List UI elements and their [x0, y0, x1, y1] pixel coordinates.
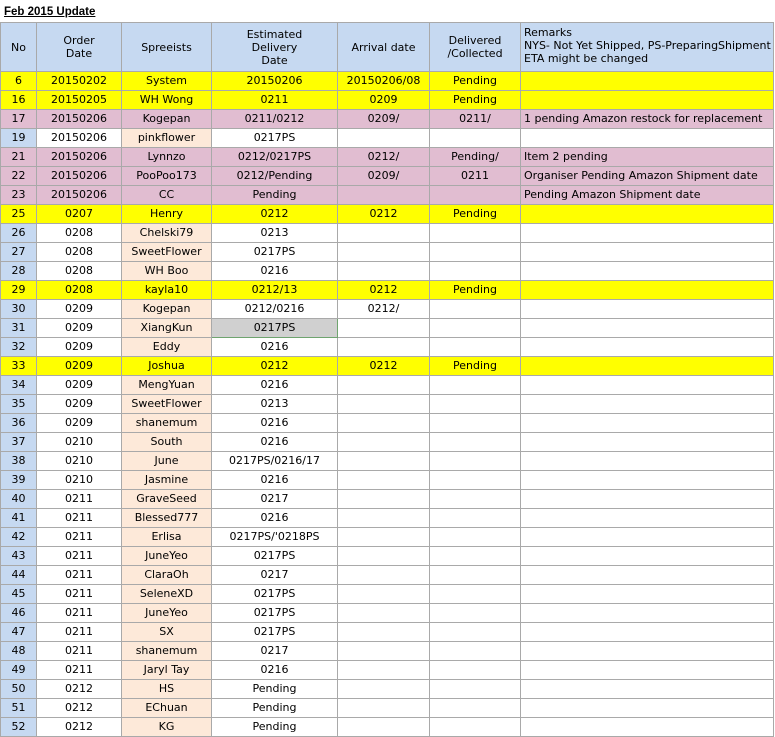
cell-order-date[interactable]: 0210 [37, 452, 122, 471]
cell-remarks[interactable]: Pending Amazon Shipment date [521, 186, 774, 205]
cell-arrival[interactable] [338, 376, 430, 395]
cell-arrival[interactable] [338, 395, 430, 414]
table-row [1, 528, 774, 547]
cell-order-date[interactable]: 0209 [37, 414, 122, 433]
cell-remarks[interactable] [521, 509, 774, 528]
header-row [1, 23, 774, 72]
cell-est-delivery[interactable]: 0216 [212, 338, 338, 357]
cell-est-delivery[interactable]: 0212/0216 [212, 300, 338, 319]
cell-arrival[interactable] [338, 661, 430, 680]
cell-est-delivery[interactable]: 0212/13 [212, 281, 338, 300]
col-header-remarks[interactable]: Remarks NYS- Not Yet Shipped, PS-PreparingShipment ETA might be changed [521, 23, 774, 72]
cell-delivered[interactable] [430, 338, 521, 357]
col-header-order-date[interactable]: Order Date [37, 23, 122, 72]
cell-est-delivery[interactable]: 20150206 [212, 72, 338, 91]
cell-spreeist[interactable]: SX [122, 623, 212, 642]
table-row [1, 281, 774, 300]
cell-no[interactable]: 19 [1, 129, 37, 148]
cell-est-delivery[interactable]: 0217PS [212, 604, 338, 623]
table-row [1, 148, 774, 167]
cell-arrival[interactable]: 0212 [338, 281, 430, 300]
cell-order-date[interactable]: 0211 [37, 661, 122, 680]
table-row [1, 547, 774, 566]
cell-est-delivery[interactable]: Pending [212, 699, 338, 718]
cell-spreeist[interactable]: June [122, 452, 212, 471]
table-row [1, 262, 774, 281]
cell-delivered[interactable]: Pending [430, 205, 521, 224]
cell-spreeist[interactable]: Jasmine [122, 471, 212, 490]
cell-order-date[interactable]: 0207 [37, 205, 122, 224]
cell-order-date[interactable]: 0211 [37, 547, 122, 566]
cell-order-date[interactable]: 0208 [37, 262, 122, 281]
cell-delivered[interactable] [430, 129, 521, 148]
cell-no[interactable]: 51 [1, 699, 37, 718]
cell-arrival[interactable] [338, 433, 430, 452]
cell-arrival[interactable] [338, 566, 430, 585]
cell-arrival[interactable] [338, 338, 430, 357]
cell-remarks[interactable] [521, 566, 774, 585]
cell-remarks[interactable] [521, 72, 774, 91]
cell-no[interactable]: 33 [1, 357, 37, 376]
cell-arrival[interactable] [338, 414, 430, 433]
cell-spreeist[interactable]: SweetFlower [122, 243, 212, 262]
cell-order-date[interactable]: 0209 [37, 338, 122, 357]
cell-arrival[interactable]: 0212/ [338, 300, 430, 319]
cell-delivered[interactable]: Pending [430, 91, 521, 110]
cell-spreeist[interactable]: System [122, 72, 212, 91]
cell-remarks[interactable] [521, 661, 774, 680]
cell-delivered[interactable] [430, 262, 521, 281]
cell-no[interactable]: 34 [1, 376, 37, 395]
table-row [1, 338, 774, 357]
cell-est-delivery[interactable]: 0216 [212, 262, 338, 281]
cell-arrival[interactable] [338, 186, 430, 205]
cell-est-delivery[interactable]: 0212 [212, 205, 338, 224]
cell-arrival[interactable] [338, 490, 430, 509]
cell-arrival[interactable] [338, 680, 430, 699]
cell-remarks[interactable] [521, 433, 774, 452]
cell-spreeist[interactable]: Jaryl Tay [122, 661, 212, 680]
cell-delivered[interactable] [430, 452, 521, 471]
table-row [1, 680, 774, 699]
cell-arrival[interactable] [338, 585, 430, 604]
cell-spreeist[interactable]: pinkflower [122, 129, 212, 148]
cell-spreeist[interactable]: Blessed777 [122, 509, 212, 528]
cell-arrival[interactable]: 0212/ [338, 148, 430, 167]
table-row [1, 357, 774, 376]
cell-arrival[interactable] [338, 642, 430, 661]
table-row [1, 224, 774, 243]
table-row [1, 509, 774, 528]
table-row [1, 699, 774, 718]
cell-order-date[interactable]: 0209 [37, 357, 122, 376]
cell-order-date[interactable]: 0209 [37, 300, 122, 319]
cell-order-date[interactable]: 0209 [37, 395, 122, 414]
cell-delivered[interactable] [430, 509, 521, 528]
cell-spreeist[interactable]: Kogepan [122, 110, 212, 129]
cell-remarks[interactable] [521, 452, 774, 471]
cell-remarks[interactable] [521, 205, 774, 224]
cell-no[interactable]: 32 [1, 338, 37, 357]
cell-arrival[interactable] [338, 509, 430, 528]
cell-order-date[interactable]: 0211 [37, 623, 122, 642]
cell-no[interactable]: 16 [1, 91, 37, 110]
cell-est-delivery[interactable]: 0216 [212, 414, 338, 433]
cell-spreeist[interactable]: JuneYeo [122, 547, 212, 566]
cell-delivered[interactable]: Pending [430, 357, 521, 376]
cell-spreeist[interactable]: PooPoo173 [122, 167, 212, 186]
cell-est-delivery[interactable]: 0216 [212, 433, 338, 452]
cell-no[interactable]: 41 [1, 509, 37, 528]
cell-order-date[interactable]: 0209 [37, 376, 122, 395]
cell-no[interactable]: 21 [1, 148, 37, 167]
cell-est-delivery[interactable]: Pending [212, 680, 338, 699]
cell-delivered[interactable] [430, 395, 521, 414]
table-row [1, 319, 774, 338]
table-row [1, 642, 774, 661]
table-body [1, 72, 774, 737]
cell-est-delivery[interactable]: 0211/0212 [212, 110, 338, 129]
cell-no[interactable]: 52 [1, 718, 37, 737]
cell-arrival[interactable] [338, 452, 430, 471]
table-row [1, 661, 774, 680]
table-row [1, 395, 774, 414]
orders-table [0, 22, 774, 737]
cell-delivered[interactable] [430, 585, 521, 604]
cell-delivered[interactable]: 0211 [430, 167, 521, 186]
cell-delivered[interactable] [430, 471, 521, 490]
cell-est-delivery[interactable]: 0217 [212, 642, 338, 661]
cell-delivered[interactable] [430, 642, 521, 661]
cell-order-date[interactable]: 20150205 [37, 91, 122, 110]
cell-est-delivery[interactable]: 0217PS [212, 585, 338, 604]
col-header-est-delivery[interactable]: Estimated Delivery Date [212, 23, 338, 72]
cell-arrival[interactable]: 0212 [338, 205, 430, 224]
cell-order-date[interactable]: 0208 [37, 281, 122, 300]
table-row [1, 110, 774, 129]
cell-order-date[interactable]: 20150206 [37, 186, 122, 205]
cell-delivered[interactable] [430, 319, 521, 338]
cell-no[interactable]: 37 [1, 433, 37, 452]
cell-est-delivery[interactable]: 0217 [212, 566, 338, 585]
table-row [1, 167, 774, 186]
cell-delivered[interactable] [430, 300, 521, 319]
table-row [1, 604, 774, 623]
cell-arrival[interactable] [338, 243, 430, 262]
cell-order-date[interactable]: 0209 [37, 319, 122, 338]
cell-remarks[interactable] [521, 129, 774, 148]
cell-delivered[interactable] [430, 699, 521, 718]
cell-delivered[interactable] [430, 528, 521, 547]
cell-remarks[interactable] [521, 338, 774, 357]
cell-remarks[interactable] [521, 91, 774, 110]
cell-order-date[interactable]: 0211 [37, 528, 122, 547]
cell-spreeist[interactable]: Erlisa [122, 528, 212, 547]
cell-delivered[interactable] [430, 224, 521, 243]
cell-remarks[interactable]: Organiser Pending Amazon Shipment date [521, 167, 774, 186]
cell-est-delivery[interactable]: 0217PS [212, 319, 338, 338]
cell-no[interactable]: 6 [1, 72, 37, 91]
cell-no[interactable]: 36 [1, 414, 37, 433]
cell-est-delivery[interactable]: 0212 [212, 357, 338, 376]
cell-no[interactable]: 23 [1, 186, 37, 205]
cell-remarks[interactable] [521, 243, 774, 262]
cell-no[interactable]: 35 [1, 395, 37, 414]
cell-order-date[interactable]: 0211 [37, 604, 122, 623]
cell-remarks[interactable] [521, 224, 774, 243]
cell-remarks[interactable] [521, 528, 774, 547]
cell-delivered[interactable]: Pending [430, 72, 521, 91]
cell-remarks[interactable] [521, 471, 774, 490]
cell-remarks[interactable]: Item 2 pending [521, 148, 774, 167]
cell-arrival[interactable]: 0209/ [338, 167, 430, 186]
cell-remarks[interactable] [521, 300, 774, 319]
cell-no[interactable]: 42 [1, 528, 37, 547]
cell-remarks[interactable] [521, 357, 774, 376]
cell-delivered[interactable] [430, 547, 521, 566]
cell-est-delivery[interactable]: 0217PS/'0218PS [212, 528, 338, 547]
cell-no[interactable]: 44 [1, 566, 37, 585]
cell-arrival[interactable] [338, 528, 430, 547]
cell-spreeist[interactable]: kayla10 [122, 281, 212, 300]
cell-est-delivery[interactable]: Pending [212, 186, 338, 205]
cell-arrival[interactable] [338, 262, 430, 281]
cell-remarks[interactable] [521, 262, 774, 281]
cell-spreeist[interactable]: Kogepan [122, 300, 212, 319]
cell-arrival[interactable] [338, 604, 430, 623]
cell-est-delivery[interactable]: 0216 [212, 509, 338, 528]
cell-delivered[interactable] [430, 414, 521, 433]
cell-spreeist[interactable]: CC [122, 186, 212, 205]
table-row [1, 376, 774, 395]
cell-spreeist[interactable]: Chelski79 [122, 224, 212, 243]
cell-no[interactable]: 47 [1, 623, 37, 642]
cell-spreeist[interactable]: XiangKun [122, 319, 212, 338]
cell-no[interactable]: 17 [1, 110, 37, 129]
table-row [1, 205, 774, 224]
cell-arrival[interactable] [338, 471, 430, 490]
col-header-delivered[interactable]: Delivered /Collected [430, 23, 521, 72]
cell-order-date[interactable]: 20150206 [37, 148, 122, 167]
cell-spreeist[interactable]: South [122, 433, 212, 452]
cell-remarks[interactable] [521, 604, 774, 623]
cell-est-delivery[interactable]: 0212/0217PS [212, 148, 338, 167]
col-header-spreeists[interactable]: Spreeists [122, 23, 212, 72]
cell-order-date[interactable]: 0208 [37, 224, 122, 243]
cell-no[interactable]: 30 [1, 300, 37, 319]
cell-spreeist[interactable]: Joshua [122, 357, 212, 376]
cell-order-date[interactable]: 0210 [37, 433, 122, 452]
table-row [1, 566, 774, 585]
cell-remarks[interactable] [521, 642, 774, 661]
table-row [1, 72, 774, 91]
cell-no[interactable]: 45 [1, 585, 37, 604]
table-row [1, 471, 774, 490]
cell-spreeist[interactable]: Henry [122, 205, 212, 224]
cell-no[interactable]: 28 [1, 262, 37, 281]
cell-arrival[interactable] [338, 224, 430, 243]
cell-spreeist[interactable]: Eddy [122, 338, 212, 357]
cell-no[interactable]: 22 [1, 167, 37, 186]
cell-remarks[interactable] [521, 490, 774, 509]
cell-remarks[interactable] [521, 414, 774, 433]
cell-arrival[interactable] [338, 319, 430, 338]
cell-est-delivery[interactable]: 0217PS [212, 243, 338, 262]
cell-order-date[interactable]: 0212 [37, 699, 122, 718]
cell-spreeist[interactable]: SeleneXD [122, 585, 212, 604]
cell-delivered[interactable] [430, 376, 521, 395]
cell-spreeist[interactable]: MengYuan [122, 376, 212, 395]
table-row [1, 452, 774, 471]
cell-no[interactable]: 49 [1, 661, 37, 680]
cell-spreeist[interactable]: Lynnzo [122, 148, 212, 167]
cell-no[interactable]: 43 [1, 547, 37, 566]
cell-order-date[interactable]: 0211 [37, 509, 122, 528]
cell-no[interactable]: 48 [1, 642, 37, 661]
cell-delivered[interactable]: Pending [430, 281, 521, 300]
cell-est-delivery[interactable]: 0217PS [212, 547, 338, 566]
cell-no[interactable]: 39 [1, 471, 37, 490]
cell-remarks[interactable] [521, 680, 774, 699]
cell-est-delivery[interactable]: 0211 [212, 91, 338, 110]
cell-order-date[interactable]: 20150206 [37, 167, 122, 186]
table-row [1, 243, 774, 262]
cell-remarks[interactable] [521, 547, 774, 566]
cell-order-date[interactable]: 0211 [37, 490, 122, 509]
cell-order-date[interactable]: 0208 [37, 243, 122, 262]
cell-no[interactable]: 46 [1, 604, 37, 623]
cell-delivered[interactable] [430, 680, 521, 699]
cell-est-delivery[interactable]: 0212/Pending [212, 167, 338, 186]
cell-remarks[interactable]: 1 pending Amazon restock for replacement [521, 110, 774, 129]
cell-no[interactable]: 25 [1, 205, 37, 224]
cell-remarks[interactable] [521, 319, 774, 338]
table-row [1, 623, 774, 642]
cell-arrival[interactable]: 0209 [338, 91, 430, 110]
cell-arrival[interactable] [338, 699, 430, 718]
table-row [1, 91, 774, 110]
table-row [1, 433, 774, 452]
col-header-no[interactable]: No [1, 23, 37, 72]
cell-arrival[interactable]: 20150206/08 [338, 72, 430, 91]
cell-no[interactable]: 27 [1, 243, 37, 262]
cell-no[interactable]: 38 [1, 452, 37, 471]
cell-no[interactable]: 40 [1, 490, 37, 509]
cell-remarks[interactable] [521, 395, 774, 414]
cell-delivered[interactable] [430, 186, 521, 205]
table-row [1, 585, 774, 604]
cell-spreeist[interactable]: EChuan [122, 699, 212, 718]
cell-spreeist[interactable]: shanemum [122, 642, 212, 661]
cell-delivered[interactable] [430, 623, 521, 642]
table-row [1, 129, 774, 148]
cell-spreeist[interactable]: HS [122, 680, 212, 699]
cell-no[interactable]: 29 [1, 281, 37, 300]
cell-delivered[interactable]: 0211/ [430, 110, 521, 129]
cell-remarks[interactable] [521, 376, 774, 395]
cell-est-delivery[interactable]: 0217PS [212, 623, 338, 642]
sheet-title: Feb 2015 Update [4, 6, 96, 18]
cell-arrival[interactable]: 0209/ [338, 110, 430, 129]
cell-delivered[interactable] [430, 661, 521, 680]
table-row [1, 490, 774, 509]
cell-remarks[interactable] [521, 585, 774, 604]
cell-delivered[interactable] [430, 566, 521, 585]
cell-order-date[interactable]: 20150206 [37, 129, 122, 148]
cell-arrival[interactable] [338, 129, 430, 148]
table-row [1, 186, 774, 205]
cell-delivered[interactable] [430, 490, 521, 509]
cell-arrival[interactable]: 0212 [338, 357, 430, 376]
table-row [1, 414, 774, 433]
cell-est-delivery[interactable]: 0217PS/0216/17 [212, 452, 338, 471]
cell-remarks[interactable] [521, 699, 774, 718]
cell-spreeist[interactable]: GraveSeed [122, 490, 212, 509]
cell-spreeist[interactable]: WH Boo [122, 262, 212, 281]
cell-spreeist[interactable]: SweetFlower [122, 395, 212, 414]
cell-remarks[interactable] [521, 623, 774, 642]
cell-delivered[interactable] [430, 604, 521, 623]
table-row [1, 300, 774, 319]
cell-delivered[interactable] [430, 433, 521, 452]
cell-order-date[interactable]: 0212 [37, 718, 122, 737]
cell-delivered[interactable]: Pending/ [430, 148, 521, 167]
cell-spreeist[interactable]: ClaraOh [122, 566, 212, 585]
col-header-arrival[interactable]: Arrival date [338, 23, 430, 72]
cell-est-delivery[interactable]: 0213 [212, 224, 338, 243]
cell-order-date[interactable]: 0212 [37, 680, 122, 699]
cell-remarks[interactable] [521, 281, 774, 300]
cell-est-delivery[interactable]: 0217PS [212, 129, 338, 148]
cell-order-date[interactable]: 0211 [37, 585, 122, 604]
cell-est-delivery[interactable]: 0213 [212, 395, 338, 414]
cell-order-date[interactable]: 0210 [37, 471, 122, 490]
cell-est-delivery[interactable]: Pending [212, 718, 338, 737]
cell-order-date[interactable]: 20150206 [37, 110, 122, 129]
cell-est-delivery[interactable]: 0217 [212, 490, 338, 509]
cell-est-delivery[interactable]: 0216 [212, 376, 338, 395]
cell-spreeist[interactable]: KG [122, 718, 212, 737]
cell-no[interactable]: 26 [1, 224, 37, 243]
cell-arrival[interactable] [338, 623, 430, 642]
cell-delivered[interactable] [430, 243, 521, 262]
cell-arrival[interactable] [338, 547, 430, 566]
cell-spreeist[interactable]: shanemum [122, 414, 212, 433]
cell-no[interactable]: 50 [1, 680, 37, 699]
cell-spreeist[interactable]: JuneYeo [122, 604, 212, 623]
cell-order-date[interactable]: 0211 [37, 566, 122, 585]
cell-order-date[interactable]: 20150202 [37, 72, 122, 91]
cell-no[interactable]: 31 [1, 319, 37, 338]
cell-est-delivery[interactable]: 0216 [212, 471, 338, 490]
cell-order-date[interactable]: 0211 [37, 642, 122, 661]
cell-spreeist[interactable]: WH Wong [122, 91, 212, 110]
cell-est-delivery[interactable]: 0216 [212, 661, 338, 680]
